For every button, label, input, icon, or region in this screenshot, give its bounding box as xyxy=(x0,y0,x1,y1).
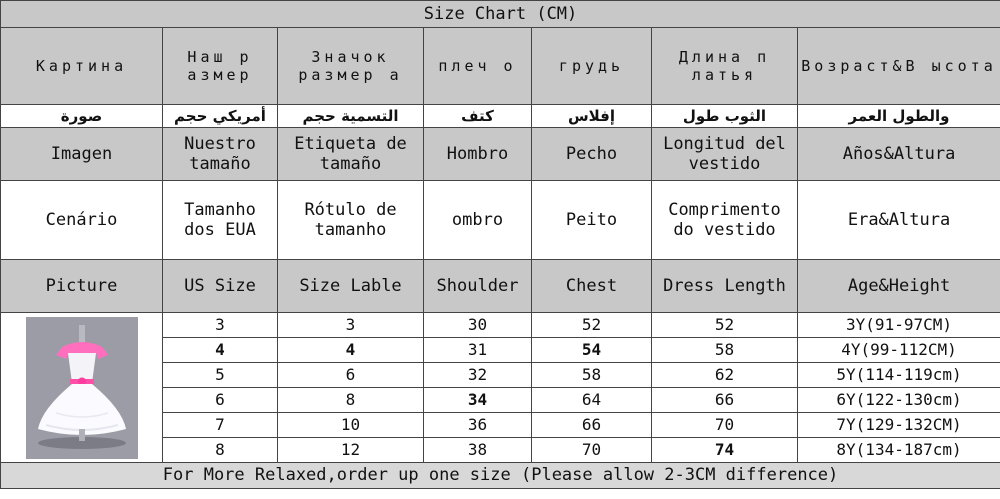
arabic-header-row xyxy=(1,105,1000,128)
size-label-cell: 10 xyxy=(278,413,424,438)
ru-dress-length: Длина п латья xyxy=(652,28,798,105)
en-dress-length: Dress Length xyxy=(652,260,798,313)
ru-picture: Картина xyxy=(1,28,163,105)
us-size-cell: 5 xyxy=(163,363,278,388)
age-height-cell: 4Y(99-112CM) xyxy=(798,338,1000,363)
age-height-cell: 3Y(91-97CM) xyxy=(798,313,1000,338)
en-picture: Picture xyxy=(1,260,163,313)
ar-shoulder: كتف xyxy=(424,105,532,128)
chest-cell: 66 xyxy=(532,413,652,438)
en-us-size: US Size xyxy=(163,260,278,313)
ru-us-size: Наш р азмер xyxy=(163,28,278,105)
chest-cell: 52 xyxy=(532,313,652,338)
chest-cell: 58 xyxy=(532,363,652,388)
chest-cell: 70 xyxy=(532,438,652,463)
dress-length-cell: 74 xyxy=(652,438,798,463)
es-size-label: Etiqueta de tamaño xyxy=(278,128,424,181)
size-row xyxy=(1,313,1000,338)
es-us-size: Nuestro tamaño xyxy=(163,128,278,181)
pt-age-height: Era&Altura xyxy=(798,181,1000,260)
chest-cell: 64 xyxy=(532,388,652,413)
footer-note: For More Relaxed,order up one size (Please allow 2-3CM difference) xyxy=(1,463,1000,489)
ru-chest: грудь xyxy=(532,28,652,105)
chart-title: Size Chart (CM) xyxy=(1,1,1000,28)
age-height-cell: 6Y(122-130cm) xyxy=(798,388,1000,413)
ar-size-label: التسمية حجم xyxy=(278,105,424,128)
pt-us-size: Tamanho dos EUA xyxy=(163,181,278,260)
dress-picture-cell xyxy=(1,313,163,463)
age-height-cell: 5Y(114-119cm) xyxy=(798,363,1000,388)
es-age-height: Años&Altura xyxy=(798,128,1000,181)
dress-length-cell: 62 xyxy=(652,363,798,388)
ru-age-height: Возраст&В ысота xyxy=(798,28,1000,105)
shoulder-cell: 32 xyxy=(424,363,532,388)
ar-dress-length: الثوب طول xyxy=(652,105,798,128)
english-header-row xyxy=(1,260,1000,313)
es-dress-length: Longitud del vestido xyxy=(652,128,798,181)
dress-illustration xyxy=(26,317,138,459)
es-picture: Imagen xyxy=(1,128,163,181)
ar-chest: إفلاس xyxy=(532,105,652,128)
dress-length-cell: 58 xyxy=(652,338,798,363)
ar-age-height: والطول العمر xyxy=(798,105,1000,128)
dress-length-cell: 66 xyxy=(652,388,798,413)
en-shoulder: Shoulder xyxy=(424,260,532,313)
ar-us-size: أمريكي حجم xyxy=(163,105,278,128)
dress-length-cell: 52 xyxy=(652,313,798,338)
dress-photo xyxy=(26,317,138,459)
shoulder-cell: 34 xyxy=(424,388,532,413)
shoulder-cell: 31 xyxy=(424,338,532,363)
chest-cell: 54 xyxy=(532,338,652,363)
pt-dress-length: Comprimento do vestido xyxy=(652,181,798,260)
size-label-cell: 3 xyxy=(278,313,424,338)
en-chest: Chest xyxy=(532,260,652,313)
size-label-cell: 6 xyxy=(278,363,424,388)
ru-size-label: Значок размер а xyxy=(278,28,424,105)
portuguese-header-row xyxy=(1,181,1000,260)
size-label-cell: 12 xyxy=(278,438,424,463)
dress-length-cell: 70 xyxy=(652,413,798,438)
us-size-cell: 7 xyxy=(163,413,278,438)
shoulder-cell: 38 xyxy=(424,438,532,463)
us-size-cell: 3 xyxy=(163,313,278,338)
age-height-cell: 8Y(134-187cm) xyxy=(798,438,1000,463)
russian-header-row xyxy=(1,28,1000,105)
shoulder-cell: 30 xyxy=(424,313,532,338)
ar-picture: صورة xyxy=(1,105,163,128)
pt-size-label: Rótulo de tamanho xyxy=(278,181,424,260)
es-chest: Pecho xyxy=(532,128,652,181)
es-shoulder: Hombro xyxy=(424,128,532,181)
us-size-cell: 6 xyxy=(163,388,278,413)
pt-shoulder: ombro xyxy=(424,181,532,260)
age-height-cell: 7Y(129-132CM) xyxy=(798,413,1000,438)
en-age-height: Age&Height xyxy=(798,260,1000,313)
spanish-header-row xyxy=(1,128,1000,181)
size-label-cell: 4 xyxy=(278,338,424,363)
pt-chest: Peito xyxy=(532,181,652,260)
pt-picture: Cenário xyxy=(1,181,163,260)
us-size-cell: 8 xyxy=(163,438,278,463)
size-label-cell: 8 xyxy=(278,388,424,413)
shoulder-cell: 36 xyxy=(424,413,532,438)
en-size-label: Size Lable xyxy=(278,260,424,313)
us-size-cell: 4 xyxy=(163,338,278,363)
ru-shoulder: плеч о xyxy=(424,28,532,105)
